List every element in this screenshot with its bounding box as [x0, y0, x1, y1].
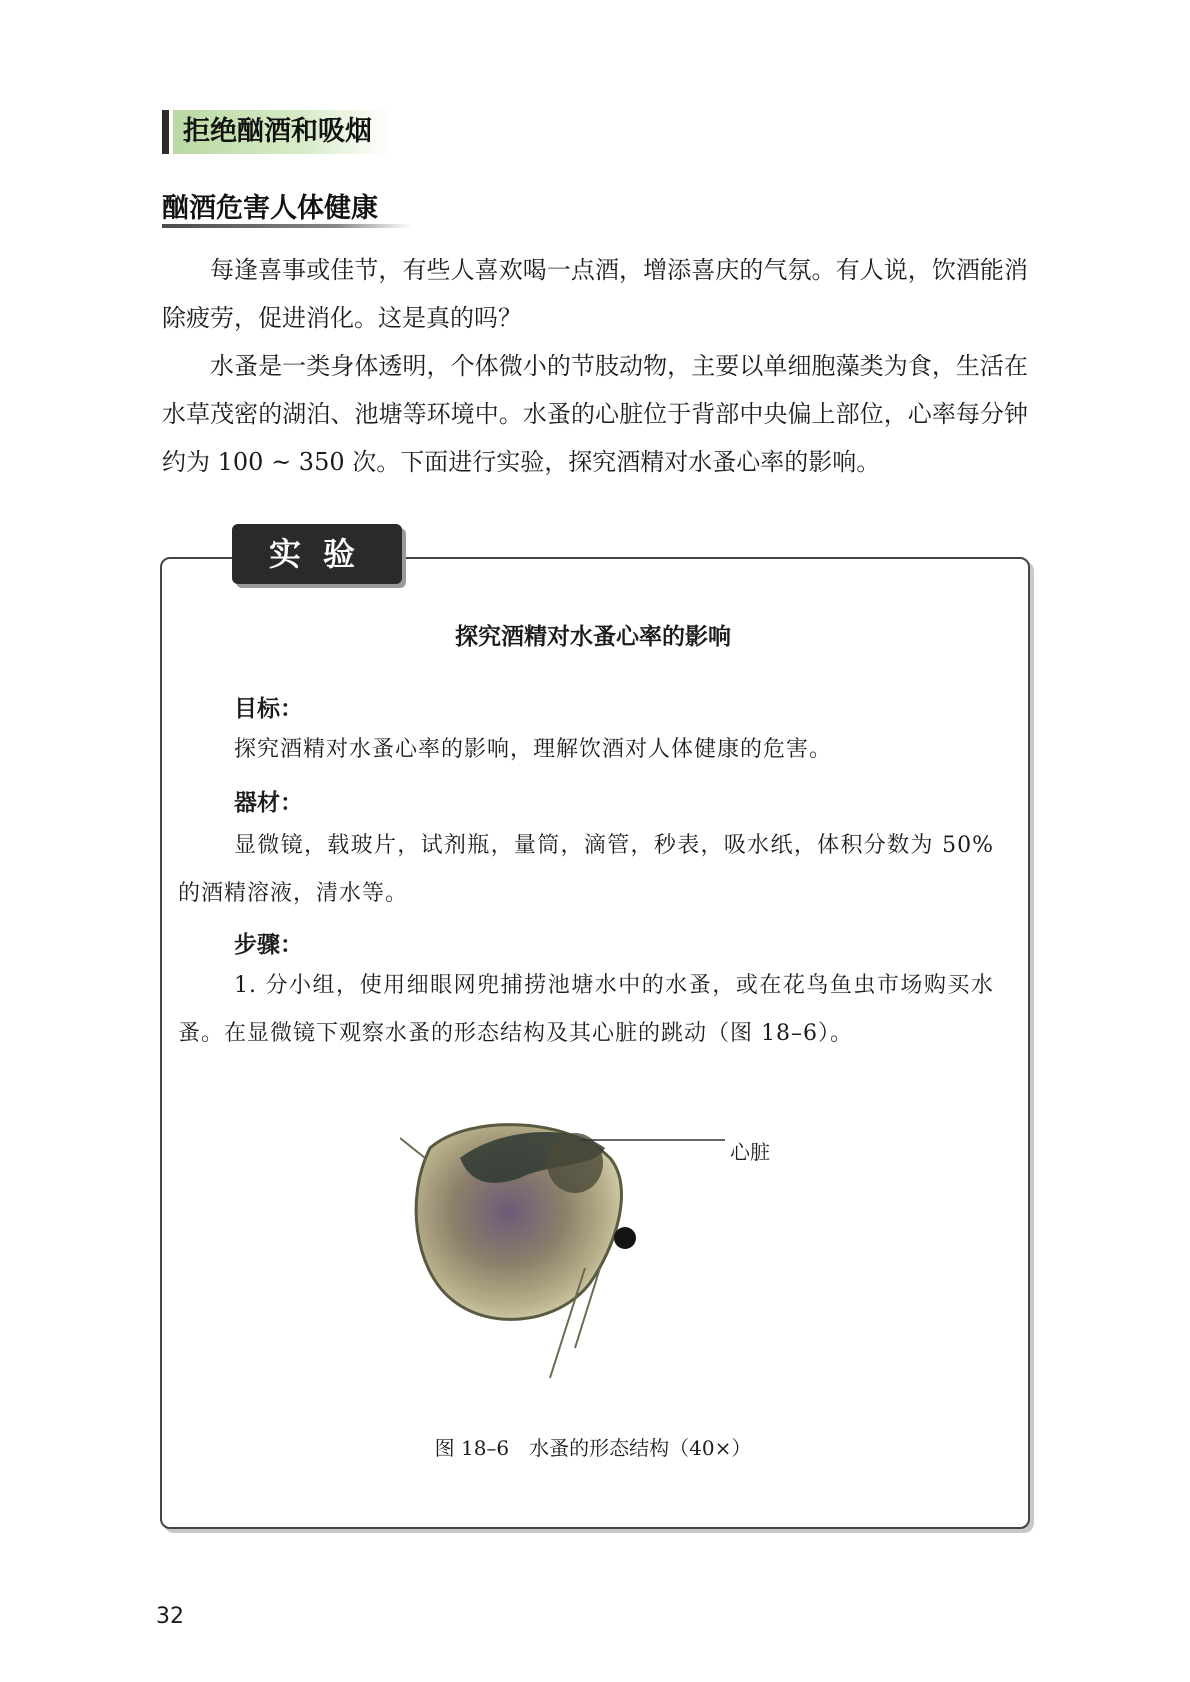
intro-paragraph-2	[162, 342, 1028, 486]
goal-text-content: 探究酒精对水蚤心率的影响，理解饮酒对人体健康的危害。	[234, 737, 833, 762]
goal-text	[178, 726, 994, 774]
figure-caption: 图 18–6 水蚤的形态结构（40×）	[434, 1436, 752, 1460]
daphnia-eye	[614, 1227, 636, 1249]
goal-label: 目标：	[234, 696, 303, 722]
steps-label: 步骤：	[234, 932, 303, 958]
intro-paragraph-1	[162, 246, 1028, 342]
step-1-text: 1. 分小组，使用细眼网兜捕捞池塘水中的水蚤，或在花鸟鱼虫市场购买水蚤。在显微镜下观察水蚤的形态结构及其心脏的跳动（图 18–6）。	[178, 973, 994, 1046]
daphnia-tail-spine	[400, 1138, 425, 1158]
subsection-underline	[162, 224, 412, 228]
daphnia-figure	[400, 1118, 780, 1398]
section-heading-bar	[162, 110, 169, 154]
section-title: 拒绝酗酒和吸烟	[173, 110, 390, 154]
intro-paragraph-1-text: 每逢喜事或佳节，有些人喜欢喝一点酒，增添喜庆的气氛。有人说，饮酒能消除疲劳，促进消化。这是真的吗？	[162, 256, 1028, 332]
subsection-title: 酗酒危害人体健康	[162, 193, 378, 224]
experiment-title: 探究酒精对水蚤心率的影响	[455, 624, 731, 650]
step-1	[178, 962, 994, 1058]
intro-paragraph-2-text: 水蚤是一类身体透明，个体微小的节肢动物，主要以单细胞藻类为食，生活在水草茂密的湖泊、池塘等环境中。水蚤的心脏位于背部中央偏上部位，心率每分钟约为 100 ~ 350 次。下面进行实验，探究酒精对水蚤心率的影响。	[162, 352, 1028, 476]
materials-label: 器材：	[234, 790, 303, 816]
experiment-tag: 实验	[232, 524, 402, 584]
daphnia-heart	[547, 1133, 603, 1193]
materials-text	[178, 822, 994, 918]
materials-text-content: 显微镜，载玻片，试剂瓶，量筒，滴管，秒表，吸水纸，体积分数为 50% 的酒精溶液，清水等。	[178, 833, 994, 906]
heart-label: 心脏	[730, 1140, 770, 1164]
page-number: 32	[156, 1604, 184, 1629]
section-heading	[162, 110, 390, 154]
